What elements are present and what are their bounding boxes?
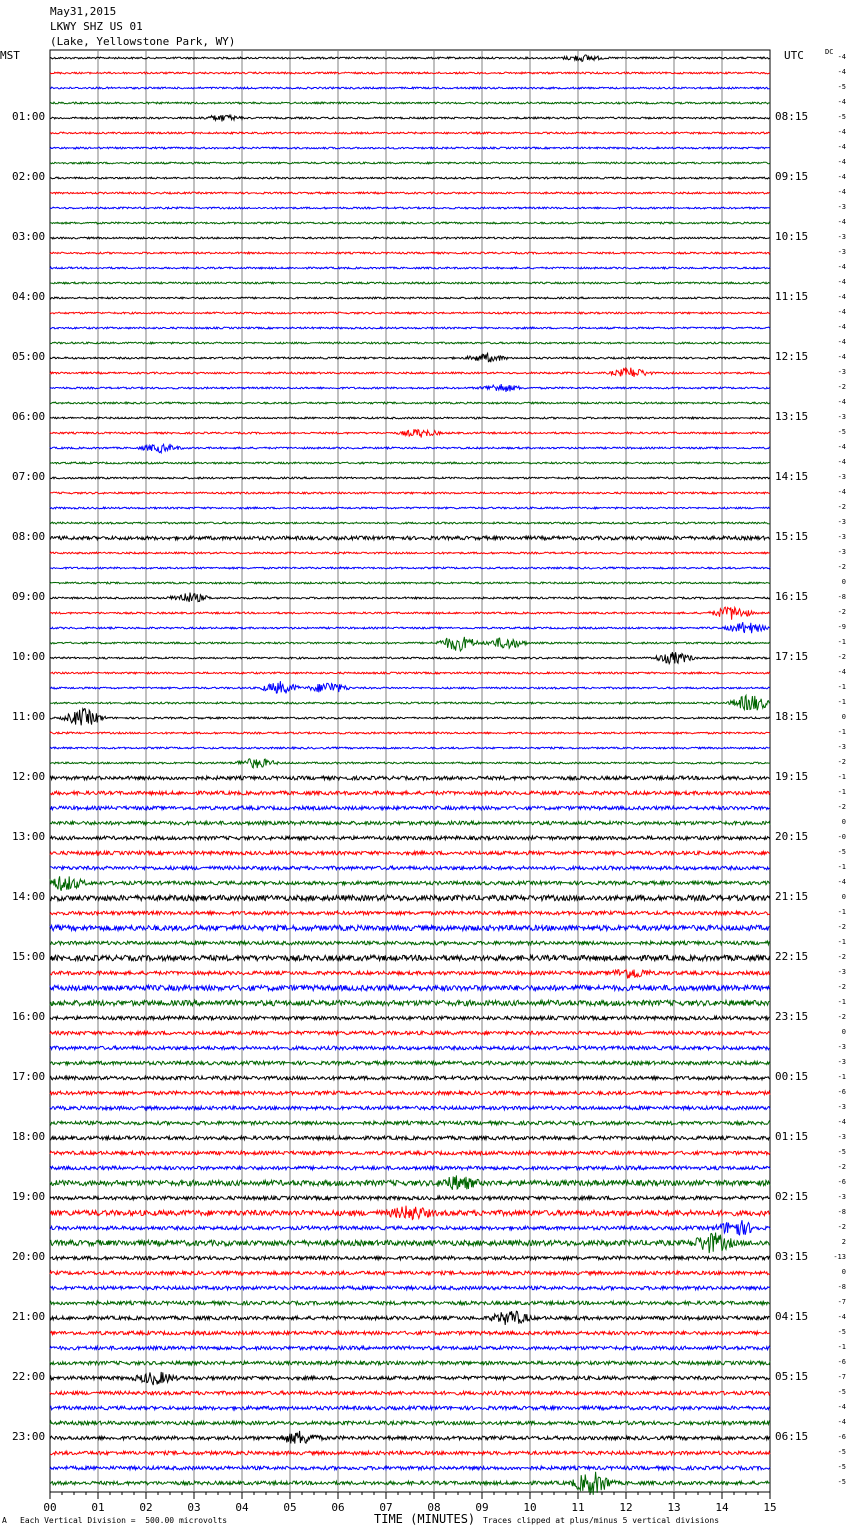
dc-offset-value: -3 <box>837 1103 846 1111</box>
mst-hour-label: 10:00 <box>12 650 46 663</box>
dc-offset-value: -5 <box>837 83 846 91</box>
trace-18 <box>50 327 770 329</box>
dc-offset-value: -2 <box>837 758 846 766</box>
plot-date: May31,2015 <box>50 5 117 18</box>
x-tick-label: 04 <box>235 1501 249 1514</box>
station-code: LKWY SHZ US 01 <box>50 20 143 33</box>
mst-hour-label: 12:00 <box>12 770 46 783</box>
trace-70 <box>50 1106 770 1110</box>
dc-offset-value: -4 <box>837 1418 846 1426</box>
trace-78 <box>50 1220 770 1235</box>
trace-9 <box>50 192 770 194</box>
trace-7 <box>50 162 770 164</box>
dc-offset-value: -1 <box>837 1073 846 1081</box>
dc-offset-value: -3 <box>837 548 846 556</box>
dc-offset-value: -3 <box>837 518 846 526</box>
trace-53 <box>50 851 770 855</box>
dc-offset-value: 2 <box>841 1238 846 1246</box>
dc-offset-value: -8 <box>837 1208 846 1216</box>
dc-offset-value: -5 <box>837 428 846 436</box>
trace-63 <box>50 1000 770 1005</box>
trace-86 <box>50 1346 770 1350</box>
dc-offset-value: -6 <box>837 1088 846 1096</box>
utc-hour-label: 15:15 <box>775 530 809 543</box>
dc-offset-value: -2 <box>837 923 846 931</box>
right-timezone-label: UTC <box>784 49 804 62</box>
trace-58 <box>50 925 770 930</box>
dc-offset-value: -4 <box>837 398 846 406</box>
trace-6 <box>50 147 770 149</box>
trace-75 <box>50 1175 770 1189</box>
mst-hour-label: 16:00 <box>12 1010 46 1023</box>
dc-offset-value: -3 <box>837 1193 846 1201</box>
dc-offset-value: -5 <box>837 1448 846 1456</box>
dc-offset-value: -7 <box>837 1373 846 1381</box>
trace-30 <box>50 507 770 509</box>
dc-offset-value: -4 <box>837 443 846 451</box>
utc-hour-label: 08:15 <box>775 110 809 123</box>
dc-offset-value: -4 <box>837 1313 846 1321</box>
utc-hour-label: 14:15 <box>775 470 809 483</box>
mst-hour-label: 23:00 <box>12 1430 46 1443</box>
trace-29 <box>50 492 770 494</box>
dc-offset-value: -4 <box>837 878 846 886</box>
x-tick-label: 06 <box>331 1501 345 1514</box>
dc-offset-value: -4 <box>837 128 846 136</box>
dc-offset-value: -2 <box>837 383 846 391</box>
dc-offset-value: -4 <box>837 338 846 346</box>
dc-offset-value: -5 <box>837 848 846 856</box>
x-tick-label: 09 <box>475 1501 489 1514</box>
dc-offset-value: -4 <box>837 188 846 196</box>
mst-hour-label: 05:00 <box>12 350 46 363</box>
mst-hour-label: 06:00 <box>12 410 46 423</box>
dc-offset-value: -4 <box>837 53 846 61</box>
trace-31 <box>50 522 770 524</box>
dc-offset-value: 0 <box>841 1268 846 1276</box>
trace-17 <box>50 312 770 314</box>
trace-82 <box>50 1286 770 1290</box>
trace-15 <box>50 282 770 284</box>
trace-73 <box>50 1151 770 1155</box>
x-axis-title: TIME (MINUTES) <box>374 1512 476 1526</box>
trace-74 <box>50 1166 770 1170</box>
x-tick-label: 14 <box>715 1501 729 1514</box>
x-tick-label: 01 <box>91 1501 105 1514</box>
trace-47 <box>50 759 770 768</box>
utc-hour-label: 16:15 <box>775 590 809 603</box>
dc-offset-value: -5 <box>837 1328 846 1336</box>
dc-offset-value: -1 <box>837 683 846 691</box>
trace-28 <box>50 477 770 479</box>
mst-hour-label: 15:00 <box>12 950 46 963</box>
trace-40 <box>50 652 770 664</box>
dc-offset-value: -2 <box>837 983 846 991</box>
dc-offset-value: 0 <box>841 893 846 901</box>
trace-1 <box>50 72 770 74</box>
trace-33 <box>50 552 770 554</box>
trace-64 <box>50 1016 770 1020</box>
mst-hour-label: 01:00 <box>12 110 46 123</box>
x-tick-label: 03 <box>187 1501 201 1514</box>
trace-71 <box>50 1121 770 1125</box>
trace-67 <box>50 1061 770 1065</box>
trace-61 <box>50 970 770 979</box>
mst-hour-label: 07:00 <box>12 470 46 483</box>
x-tick-label: 10 <box>523 1501 537 1514</box>
dc-offset-value: -2 <box>837 608 846 616</box>
trace-34 <box>50 567 770 569</box>
utc-hour-label: 02:15 <box>775 1190 809 1203</box>
station-location: (Lake, Yellowstone Park, WY) <box>50 35 236 48</box>
dc-offset-value: 0 <box>841 713 846 721</box>
dc-offset-value: -4 <box>837 488 846 496</box>
trace-77 <box>50 1206 770 1220</box>
dc-offset-value: -1 <box>837 773 846 781</box>
dc-offset-value: -2 <box>837 563 846 571</box>
trace-13 <box>50 252 770 254</box>
plot-frame <box>50 50 770 1492</box>
trace-11 <box>50 222 770 224</box>
trace-84 <box>50 1311 770 1325</box>
dc-offset-value: -2 <box>837 1223 846 1231</box>
trace-91 <box>50 1421 770 1425</box>
trace-8 <box>50 177 770 179</box>
trace-76 <box>50 1196 770 1200</box>
trace-43 <box>50 695 770 710</box>
x-tick-label: 15 <box>763 1501 777 1514</box>
dc-offset-value: -1 <box>837 728 846 736</box>
dc-offset-value: -6 <box>837 1433 846 1441</box>
dc-offset-value: -3 <box>837 233 846 241</box>
trace-60 <box>50 955 770 960</box>
x-tick-label: 05 <box>283 1501 297 1514</box>
trace-36 <box>50 593 770 602</box>
trace-23 <box>50 402 770 404</box>
x-tick-label: 13 <box>667 1501 681 1514</box>
dc-offset-value: -2 <box>837 503 846 511</box>
dc-offset-value: -2 <box>837 1163 846 1171</box>
utc-hour-label: 01:15 <box>775 1130 809 1143</box>
trace-26 <box>50 444 770 452</box>
utc-hour-label: 12:15 <box>775 350 809 363</box>
utc-hour-label: 19:15 <box>775 770 809 783</box>
trace-94 <box>50 1466 770 1470</box>
trace-55 <box>50 876 770 891</box>
dc-offset-value: -6 <box>837 1358 846 1366</box>
dc-offset-value: -1 <box>837 638 846 646</box>
utc-hour-label: 05:15 <box>775 1370 809 1383</box>
utc-hour-label: 03:15 <box>775 1250 809 1263</box>
trace-65 <box>50 1031 770 1035</box>
utc-hour-label: 21:15 <box>775 890 809 903</box>
dc-offset-value: -5 <box>837 1478 846 1486</box>
dc-offset-value: -4 <box>837 1403 846 1411</box>
trace-87 <box>50 1361 770 1365</box>
dc-offset-value: -9 <box>837 623 846 631</box>
dc-offset-value: -13 <box>833 1253 846 1261</box>
dc-offset-value: -1 <box>837 908 846 916</box>
utc-hour-label: 04:15 <box>775 1310 809 1323</box>
utc-hour-label: 17:15 <box>775 650 809 663</box>
dc-offset-value: -4 <box>837 353 846 361</box>
dc-offset-value: -4 <box>837 263 846 271</box>
dc-offset-value: -3 <box>837 1043 846 1051</box>
mst-hour-label: 13:00 <box>12 830 46 843</box>
dc-offset-value: -2 <box>837 803 846 811</box>
dc-offset-value: -4 <box>837 458 846 466</box>
trace-19 <box>50 342 770 344</box>
dc-offset-value: -1 <box>837 1343 846 1351</box>
mst-hour-label: 08:00 <box>12 530 46 543</box>
trace-66 <box>50 1046 770 1050</box>
dc-offset-value: -4 <box>837 293 846 301</box>
trace-16 <box>50 297 770 299</box>
trace-4 <box>50 115 770 121</box>
mst-hour-label: 09:00 <box>12 590 46 603</box>
dc-offset-value: 0 <box>841 1028 846 1036</box>
trace-0 <box>50 55 770 62</box>
trace-37 <box>50 607 770 620</box>
trace-27 <box>50 462 770 464</box>
mst-hour-label: 04:00 <box>12 290 46 303</box>
dc-offset-value: -4 <box>837 1118 846 1126</box>
mst-hour-label: 11:00 <box>12 710 46 723</box>
trace-22 <box>50 384 770 392</box>
trace-38 <box>50 622 770 633</box>
dc-offset-value: -1 <box>837 998 846 1006</box>
dc-offset-value: -3 <box>837 533 846 541</box>
utc-hour-label: 18:15 <box>775 710 809 723</box>
trace-44 <box>50 709 770 726</box>
dc-offset-value: -3 <box>837 413 846 421</box>
dc-offset-value: -4 <box>837 218 846 226</box>
trace-51 <box>50 821 770 825</box>
left-timezone-label: MST <box>0 49 20 62</box>
trace-12 <box>50 237 770 239</box>
x-tick-label: 00 <box>43 1501 57 1514</box>
trace-42 <box>50 681 770 693</box>
trace-49 <box>50 791 770 795</box>
trace-90 <box>50 1406 770 1410</box>
trace-52 <box>50 836 770 840</box>
utc-hour-label: 06:15 <box>775 1430 809 1443</box>
trace-95 <box>50 1472 770 1495</box>
mst-hour-label: 19:00 <box>12 1190 46 1203</box>
mst-hour-label: 02:00 <box>12 170 46 183</box>
dc-offset-value: -1 <box>837 788 846 796</box>
dc-offset-value: -8 <box>837 1283 846 1291</box>
x-tick-label: 08 <box>427 1501 441 1514</box>
trace-68 <box>50 1076 770 1080</box>
dc-offset-value: -3 <box>837 203 846 211</box>
trace-41 <box>50 672 770 674</box>
dc-offset-value: -5 <box>837 1148 846 1156</box>
trace-79 <box>50 1233 770 1254</box>
utc-hour-label: 00:15 <box>775 1070 809 1083</box>
trace-50 <box>50 806 770 810</box>
trace-25 <box>50 429 770 437</box>
dc-offset-value: 0 <box>841 578 846 586</box>
trace-62 <box>50 985 770 990</box>
trace-24 <box>50 417 770 419</box>
mst-hour-label: 03:00 <box>12 230 46 243</box>
trace-89 <box>50 1391 770 1395</box>
trace-5 <box>50 132 770 134</box>
x-tick-label: 07 <box>379 1501 393 1514</box>
scale-mark: A <box>2 1516 7 1525</box>
utc-hour-label: 20:15 <box>775 830 809 843</box>
dc-offset-value: -4 <box>837 98 846 106</box>
trace-85 <box>50 1331 770 1335</box>
mst-hour-label: 14:00 <box>12 890 46 903</box>
mst-hour-label: 18:00 <box>12 1130 46 1143</box>
dc-offset-value: -2 <box>837 1013 846 1021</box>
utc-hour-label: 13:15 <box>775 410 809 423</box>
dc-offset-value: -4 <box>837 173 846 181</box>
dc-offset-value: -7 <box>837 1298 846 1306</box>
trace-81 <box>50 1271 770 1275</box>
trace-83 <box>50 1301 770 1305</box>
dc-offset-value: -4 <box>837 668 846 676</box>
dc-offset-value: -1 <box>837 938 846 946</box>
trace-48 <box>50 776 770 780</box>
dc-offset-value: -4 <box>837 158 846 166</box>
utc-hour-label: 10:15 <box>775 230 809 243</box>
dc-offset-value: -5 <box>837 113 846 121</box>
dc-offset-value: -5 <box>837 1388 846 1396</box>
utc-hour-label: 22:15 <box>775 950 809 963</box>
x-tick-label: 12 <box>619 1501 633 1514</box>
trace-35 <box>50 582 770 584</box>
trace-69 <box>50 1091 770 1095</box>
mst-hour-label: 20:00 <box>12 1250 46 1263</box>
x-tick-label: 02 <box>139 1501 153 1514</box>
vertical-scale-note: Each Vertical Division = 500.00 microvolts <box>20 1516 228 1525</box>
trace-88 <box>50 1372 770 1385</box>
trace-93 <box>50 1451 770 1455</box>
dc-offset-value: 0 <box>841 818 846 826</box>
x-tick-label: 11 <box>571 1501 585 1514</box>
dc-offset-header: DC <box>825 48 834 56</box>
dc-offset-value: -5 <box>837 1463 846 1471</box>
dc-offset-value: -4 <box>837 143 846 151</box>
dc-offset-value: -1 <box>837 698 846 706</box>
trace-21 <box>50 368 770 377</box>
trace-10 <box>50 207 770 209</box>
trace-54 <box>50 866 770 870</box>
trace-39 <box>50 637 770 651</box>
trace-46 <box>50 747 770 749</box>
trace-59 <box>50 941 770 945</box>
dc-offset-value: -3 <box>837 473 846 481</box>
dc-offset-value: -2 <box>837 953 846 961</box>
dc-offset-value: -4 <box>837 68 846 76</box>
utc-hour-label: 23:15 <box>775 1010 809 1023</box>
dc-offset-value: -0 <box>837 833 846 841</box>
dc-offset-value: -6 <box>837 1178 846 1186</box>
dc-offset-value: -4 <box>837 308 846 316</box>
trace-45 <box>50 732 770 734</box>
dc-offset-value: -3 <box>837 1133 846 1141</box>
trace-72 <box>50 1136 770 1140</box>
trace-3 <box>50 102 770 104</box>
dc-offset-value: -4 <box>837 278 846 286</box>
trace-92 <box>50 1431 770 1444</box>
dc-offset-value: -3 <box>837 368 846 376</box>
trace-80 <box>50 1256 770 1260</box>
trace-20 <box>50 353 770 362</box>
dc-offset-value: -4 <box>837 323 846 331</box>
mst-hour-label: 21:00 <box>12 1310 46 1323</box>
mst-hour-label: 22:00 <box>12 1370 46 1383</box>
mst-hour-label: 17:00 <box>12 1070 46 1083</box>
trace-14 <box>50 267 770 269</box>
dc-offset-value: -3 <box>837 248 846 256</box>
trace-56 <box>50 895 770 900</box>
dc-offset-value: -1 <box>837 863 846 871</box>
trace-57 <box>50 911 770 915</box>
dc-offset-value: -3 <box>837 743 846 751</box>
utc-hour-label: 09:15 <box>775 170 809 183</box>
dc-offset-value: -2 <box>837 653 846 661</box>
trace-2 <box>50 87 770 89</box>
dc-offset-value: -8 <box>837 593 846 601</box>
dc-offset-value: -3 <box>837 968 846 976</box>
dc-offset-value: -3 <box>837 1058 846 1066</box>
trace-32 <box>50 536 770 540</box>
utc-hour-label: 11:15 <box>775 290 809 303</box>
clip-note: Traces clipped at plus/minus 5 vertical divisions <box>483 1516 720 1525</box>
